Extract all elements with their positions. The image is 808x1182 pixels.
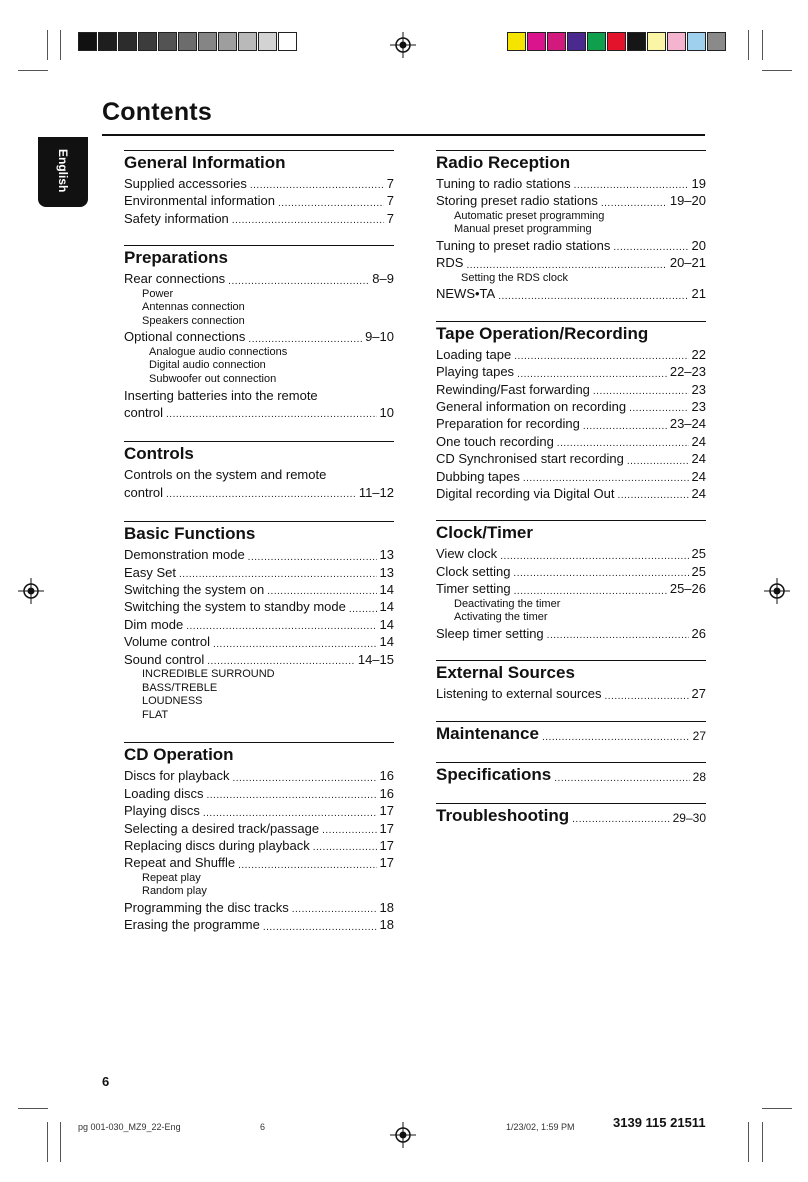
section-heading: Basic Functions <box>124 521 394 544</box>
toc-entry[interactable] <box>124 581 394 598</box>
color-swatch <box>198 32 217 51</box>
toc-entry-label: Tuning to radio stations <box>436 176 571 191</box>
toc-entry-page: 19 <box>691 176 706 191</box>
dot-leader <box>554 772 689 786</box>
toc-subentry: INCREDIBLE SURROUND <box>142 668 275 681</box>
toc-entry[interactable] <box>436 580 706 597</box>
dot-leader <box>514 585 667 598</box>
toc-entry[interactable] <box>436 545 706 562</box>
toc-subentry: Analogue audio connections <box>149 345 288 358</box>
toc-entry[interactable] <box>124 484 394 501</box>
dot-leader <box>513 567 688 580</box>
color-swatch-bar <box>507 32 727 51</box>
toc-section <box>436 520 706 642</box>
dot-leader <box>263 921 377 934</box>
dot-leader <box>500 550 688 563</box>
page-title: Contents <box>102 98 212 126</box>
toc-entry[interactable] <box>436 175 706 192</box>
toc-entry-label: Switching the system on <box>124 582 265 598</box>
toc-subentry: Random play <box>142 885 207 898</box>
toc-entry-page: 24 <box>691 451 706 467</box>
dot-leader <box>278 197 384 210</box>
toc-entry[interactable] <box>124 767 394 784</box>
toc-entry-page: 18 <box>379 900 394 916</box>
toc-entry-page: 13 <box>379 547 394 563</box>
toc-entry-label: Digital recording via Digital Out <box>436 486 615 502</box>
toc-entry-label: Timer setting <box>436 581 511 597</box>
toc-entry-label: Troubleshooting <box>436 805 570 825</box>
dot-leader <box>593 385 689 398</box>
toc-entry-page: 21 <box>691 286 706 302</box>
toc-entry-page: 22 <box>691 346 706 362</box>
color-swatch <box>158 32 177 51</box>
toc-subentry: Repeat play <box>142 871 201 884</box>
toc-entry-page: 7 <box>386 210 394 226</box>
color-swatch <box>687 32 706 51</box>
toc-entry-page: 22–23 <box>669 364 706 380</box>
crop-mark <box>47 30 48 60</box>
toc-entry-page: 16 <box>379 785 394 801</box>
dot-leader <box>179 568 377 581</box>
dot-leader <box>166 408 377 421</box>
dot-leader <box>203 807 377 820</box>
footer-product-code: 3139 115 21511 <box>613 1115 706 1130</box>
crop-mark <box>18 70 48 71</box>
dot-leader <box>292 903 377 916</box>
toc-entry[interactable] <box>124 616 394 633</box>
toc-entry-label: Sound control <box>124 651 205 667</box>
dot-leader <box>213 638 377 651</box>
toc-entry[interactable] <box>124 546 394 563</box>
toc-entry-label: Preparation for recording <box>436 416 580 432</box>
footer-filename: pg 001-030_MZ9_22-Eng <box>78 1122 181 1132</box>
toc-entry[interactable] <box>124 192 394 209</box>
toc-entry[interactable] <box>124 785 394 802</box>
section-heading: Preparations <box>124 245 394 268</box>
color-swatch <box>627 32 646 51</box>
toc-subentry: Activating the timer <box>454 611 548 624</box>
toc-entry-label: Rear connections <box>124 271 226 287</box>
toc-entry[interactable] <box>436 363 706 380</box>
toc-entry[interactable] <box>124 899 394 916</box>
dot-leader <box>186 620 376 633</box>
toc-entry[interactable] <box>124 210 394 227</box>
toc-entry-page: 14 <box>379 582 394 598</box>
section-heading: CD Operation <box>124 742 394 765</box>
language-tab-label: English <box>56 149 70 193</box>
toc-subentry: Antennas connection <box>142 301 245 314</box>
color-swatch <box>238 32 257 51</box>
toc-subentry: Power <box>142 287 174 300</box>
dot-leader <box>542 731 690 745</box>
page-number: 6 <box>102 1074 110 1089</box>
toc-entry-label: Erasing the programme <box>124 917 260 933</box>
toc-entry-label: Easy Set <box>124 564 177 580</box>
toc-entry-label: Switching the system to standby mode <box>124 599 346 615</box>
footer-datetime: 1/23/02, 1:59 PM <box>506 1122 575 1132</box>
toc-entry[interactable] <box>436 346 706 363</box>
color-swatch <box>607 32 626 51</box>
dot-leader <box>613 241 688 254</box>
toc-entry-label: Replacing discs during playback <box>124 838 310 854</box>
toc-entry-page: 8–9 <box>372 271 394 287</box>
toc-section <box>124 441 394 501</box>
toc-entry-page: 20 <box>691 238 706 253</box>
crop-mark <box>60 30 61 60</box>
toc-entry[interactable] <box>436 468 706 485</box>
toc-entry-label: Storing preset radio stations <box>436 193 598 209</box>
toc-entry[interactable] <box>124 837 394 854</box>
toc-section <box>124 150 394 227</box>
dot-leader <box>267 585 376 598</box>
toc-major-entry[interactable] <box>436 762 706 786</box>
toc-entry-label: Loading discs <box>124 785 204 801</box>
toc-entry[interactable] <box>436 254 706 271</box>
color-swatch <box>527 32 546 51</box>
toc-entry-label: Playing discs <box>124 803 200 819</box>
toc-entry[interactable] <box>124 404 394 421</box>
crop-mark <box>47 1122 48 1162</box>
color-swatch <box>78 32 97 51</box>
dot-leader <box>514 350 688 363</box>
toc-entry-page: 26 <box>691 625 706 641</box>
color-swatch <box>138 32 157 51</box>
dot-leader <box>166 488 356 501</box>
toc-subentry: LOUDNESS <box>142 695 203 708</box>
registration-mark-icon <box>390 1122 416 1148</box>
section-heading: External Sources <box>436 660 706 683</box>
crop-mark <box>762 30 763 60</box>
registration-mark-icon <box>390 32 416 58</box>
toc-entry-page: 27 <box>691 686 706 702</box>
toc-entry[interactable] <box>436 381 706 398</box>
toc-entry[interactable] <box>124 175 394 192</box>
dot-leader <box>627 455 689 468</box>
color-swatch <box>707 32 726 51</box>
toc-entry-page: 14–15 <box>357 651 394 667</box>
toc-entry-label: Repeat and Shuffle <box>124 855 236 871</box>
toc-entry-label: Dim mode <box>124 616 184 632</box>
color-swatch <box>98 32 117 51</box>
toc-entry-page: 7 <box>386 176 394 191</box>
toc-entry[interactable] <box>124 328 394 345</box>
dot-leader <box>250 179 384 192</box>
toc-entry-page: 7 <box>386 193 394 209</box>
color-swatch <box>667 32 686 51</box>
toc-entry-page: 25 <box>691 546 706 562</box>
dot-leader <box>238 859 376 872</box>
toc-entry[interactable] <box>436 433 706 450</box>
toc-entry[interactable] <box>436 625 706 642</box>
toc-entry-page: 10 <box>379 405 394 420</box>
crop-mark <box>762 1108 792 1109</box>
toc-entry-label: Inserting batteries into the remote <box>124 387 318 403</box>
toc-entry[interactable] <box>436 398 706 415</box>
dot-leader <box>207 655 355 668</box>
dot-leader <box>207 789 377 802</box>
dot-leader <box>517 368 667 381</box>
toc-entry-label: Sleep timer setting <box>436 625 544 641</box>
dot-leader <box>604 690 688 703</box>
dot-leader <box>557 437 689 450</box>
toc-entry-label: Loading tape <box>436 346 512 362</box>
color-swatch <box>118 32 137 51</box>
toc-entry-page: 25 <box>691 563 706 579</box>
toc-entry[interactable] <box>436 450 706 467</box>
color-swatch <box>178 32 197 51</box>
toc-entry[interactable] <box>124 916 394 933</box>
toc-entry-page: 25–26 <box>669 581 706 597</box>
toc-entry-label: Supplied accessories <box>124 176 247 191</box>
dot-leader <box>228 275 369 288</box>
toc-subentry: FLAT <box>142 708 169 721</box>
toc-entry-label: Maintenance <box>436 723 539 743</box>
toc-entry-label: CD Synchronised start recording <box>436 451 624 467</box>
dot-leader <box>572 813 669 827</box>
toc-entry-page: 24 <box>691 433 706 449</box>
dot-leader <box>574 179 689 192</box>
toc-entry-label: Listening to external sources <box>436 686 602 702</box>
toc-entry-page: 29–30 <box>672 810 706 825</box>
toc-subentry: Setting the RDS clock <box>461 271 568 284</box>
dot-leader <box>349 603 377 616</box>
toc-entry-page: 14 <box>379 599 394 615</box>
toc-subentry: Digital audio connection <box>149 359 266 372</box>
color-swatch <box>567 32 586 51</box>
dot-leader <box>629 402 688 415</box>
toc-entry-label: Dubbing tapes <box>436 468 520 484</box>
dot-leader <box>583 420 667 433</box>
toc-entry-label: control <box>124 484 164 500</box>
toc-entry[interactable] <box>436 563 706 580</box>
toc-entry-label: Playing tapes <box>436 364 515 380</box>
toc-entry[interactable] <box>124 854 394 871</box>
toc-entry-page: 23 <box>691 381 706 397</box>
toc-entry[interactable] <box>436 685 706 702</box>
color-swatch <box>258 32 277 51</box>
section-heading: Clock/Timer <box>436 520 706 543</box>
crop-mark <box>762 1122 763 1162</box>
section-heading: Radio Reception <box>436 150 706 173</box>
color-swatch <box>647 32 666 51</box>
gray-swatch-bar <box>78 32 298 51</box>
toc-entry-page: 24 <box>691 468 706 484</box>
toc-entry-label: NEWS•TA <box>436 286 496 302</box>
toc-section <box>124 742 394 933</box>
toc-entry-label: Volume control <box>124 634 210 650</box>
toc-entry-page: 23 <box>691 399 706 415</box>
section-heading: General Information <box>124 150 394 173</box>
toc-subentry: BASS/TREBLE <box>142 681 218 694</box>
toc-entry-label: View clock <box>436 546 498 562</box>
toc-entry-page: 18 <box>379 917 394 933</box>
color-swatch <box>507 32 526 51</box>
dot-leader <box>322 824 376 837</box>
dot-leader <box>523 472 689 485</box>
toc-entry-page: 16 <box>379 768 394 784</box>
toc-subentry: Subwoofer out connection <box>149 373 277 385</box>
registration-mark-icon <box>764 578 790 604</box>
toc-subentry: Speakers connection <box>142 314 245 327</box>
toc-entry-page: 14 <box>379 616 394 632</box>
toc-entry[interactable] <box>436 415 706 432</box>
dot-leader <box>232 214 384 227</box>
toc-entry-label: Optional connections <box>124 329 246 345</box>
toc-entry[interactable] <box>124 598 394 615</box>
toc-entry-label: Demonstration mode <box>124 547 245 563</box>
dot-leader <box>248 333 362 346</box>
toc-entry-label: Selecting a desired track/passage <box>124 820 320 836</box>
toc-entry-label: control <box>124 405 164 420</box>
toc-entry-page: 9–10 <box>365 329 394 345</box>
toc-subentry: Automatic preset programming <box>454 209 605 222</box>
toc-entry-label: Environmental information <box>124 193 276 209</box>
toc-entry-page: 19–20 <box>669 193 706 209</box>
dot-leader <box>617 489 688 502</box>
toc-entry[interactable] <box>436 192 706 209</box>
toc-entry-page: 24 <box>691 486 706 502</box>
toc-entry-page: 13 <box>379 564 394 580</box>
toc-subentry: Manual preset programming <box>454 223 592 236</box>
toc-entry-page: 27 <box>692 728 706 743</box>
toc-right-column <box>436 150 706 827</box>
footer-page: 6 <box>260 1122 266 1132</box>
toc-entry-label: Clock setting <box>436 563 511 579</box>
toc-entry-label: RDS <box>436 255 464 271</box>
section-heading: Controls <box>124 441 394 464</box>
toc-entry-label: One touch recording <box>436 433 554 449</box>
toc-major-entry[interactable] <box>436 721 706 745</box>
toc-entry-page: 17 <box>379 820 394 836</box>
toc-subentry: Deactivating the timer <box>454 597 561 610</box>
color-swatch <box>547 32 566 51</box>
dot-leader <box>313 841 377 854</box>
crop-mark <box>60 1122 61 1162</box>
toc-entry-page: 17 <box>379 838 394 854</box>
toc-entry-page: 20–21 <box>669 255 706 271</box>
toc-entry[interactable] <box>124 820 394 837</box>
toc-entry[interactable] <box>436 237 706 254</box>
dot-leader <box>547 629 689 642</box>
toc-entry[interactable] <box>436 285 706 302</box>
color-swatch <box>218 32 237 51</box>
toc-entry[interactable] <box>124 633 394 650</box>
toc-entry[interactable] <box>124 651 394 668</box>
toc-left-column <box>124 150 394 944</box>
color-swatch <box>278 32 297 51</box>
toc-entry-label: Programming the disc tracks <box>124 900 289 916</box>
registration-mark-icon <box>18 578 44 604</box>
dot-leader <box>498 290 688 303</box>
toc-entry-label: Rewinding/Fast forwarding <box>436 381 590 397</box>
toc-entry-label: General information on recording <box>436 399 627 415</box>
toc-entry-label: Specifications <box>436 764 552 784</box>
toc-entry-page: 28 <box>692 769 706 784</box>
color-swatch <box>587 32 606 51</box>
dot-leader <box>601 197 667 210</box>
toc-section <box>124 521 394 722</box>
toc-entry-page: 17 <box>379 855 394 871</box>
language-tab <box>38 137 88 207</box>
toc-entry-page: 23–24 <box>669 416 706 432</box>
toc-entry[interactable] <box>124 802 394 819</box>
toc-section <box>436 660 706 702</box>
title-rule <box>102 134 705 136</box>
toc-entry[interactable] <box>124 564 394 581</box>
toc-entry-label: Tuning to preset radio stations <box>436 238 611 253</box>
toc-entry-label: Discs for playback <box>124 768 230 784</box>
toc-entry-page: 17 <box>379 803 394 819</box>
toc-entry[interactable] <box>436 485 706 502</box>
crop-mark <box>748 30 749 60</box>
section-heading: Tape Operation/Recording <box>436 321 706 344</box>
toc-entry-page: 14 <box>379 634 394 650</box>
toc-entry-page: 11–12 <box>358 484 394 500</box>
crop-mark <box>748 1122 749 1162</box>
toc-entry-label: Controls on the system and remote <box>124 467 327 483</box>
toc-entry[interactable] <box>124 270 394 287</box>
dot-leader <box>248 551 377 564</box>
toc-major-entry[interactable] <box>436 803 706 827</box>
dot-leader <box>466 259 666 272</box>
toc-section <box>124 245 394 421</box>
toc-entry-label: Safety information <box>124 210 229 226</box>
toc-section <box>436 321 706 503</box>
dot-leader <box>232 772 376 785</box>
toc-section <box>436 150 706 303</box>
crop-mark <box>18 1108 48 1109</box>
crop-mark <box>762 70 792 71</box>
